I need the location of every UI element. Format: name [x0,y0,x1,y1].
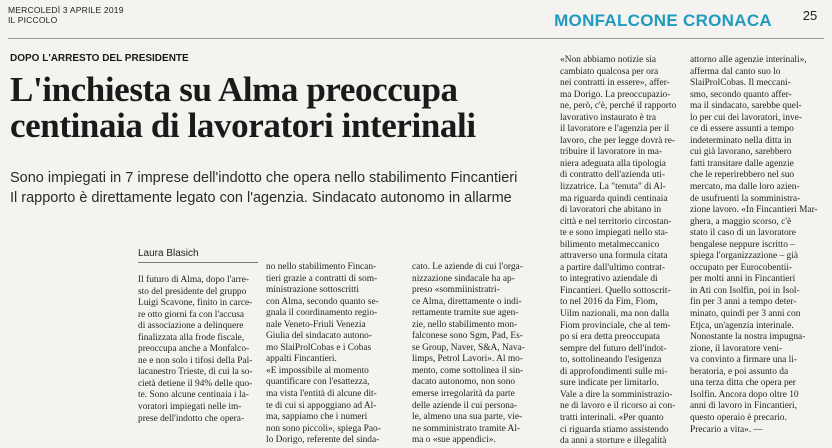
article-headline [10,72,550,144]
text-line: Fiom provinciale, che al tem- [560,320,671,331]
text-line: lavoro, che per legge dovrà re- [560,135,676,146]
text-column-2 [266,262,398,447]
text-line: falconese sono Sgm, Pad, Es- [412,331,523,342]
text-line: ma, sappiamo che i numeri [266,412,368,423]
text-line: ma vista l'entità di alcune dit- [266,389,377,400]
page-number: 25 [802,8,818,23]
text-line: fatti transitare dalle agenzie [690,158,794,169]
text-line: lo per cui dei lavoratori, inve- [690,112,802,123]
text-line: beratoria, e poi assunto da [690,366,789,377]
text-line: città e nel territorio circostan- [560,216,672,227]
text-column-5 [690,55,824,436]
text-line: lavorativo instaurato è tra [560,112,657,123]
text-line: sempre del futuro dell'indot- [560,343,667,354]
text-line: ma il sindacato, sarebbe quel- [690,101,802,112]
author-byline: Laura Blasich [138,248,199,259]
text-line: ne di lavoro e il ricorso ai con- [560,401,676,412]
text-line: to integrativo aziendale di [560,274,658,285]
text-line: Uilm nazionali, ma non dalla [560,309,670,320]
headline-line: L'inchiesta su Alma preoccupa [10,70,458,109]
text-column-1 [138,275,260,425]
text-line: attorno alle agenzie interinali», [690,55,807,65]
text-line: nizzazione sindacale ha ap- [412,273,515,284]
byline-divider [138,262,258,263]
text-line: sto del presidente del gruppo [138,286,247,297]
text-line: indeterminato nella ditta in [690,135,792,146]
text-line: ma Dorigo. La preoccupazio- [560,89,671,100]
text-line: finalizzata alla frode fiscale, [138,332,245,343]
text-line: di associazione a delinquere [138,321,244,332]
text-line: ne somministrato tramite Al- [412,423,521,434]
text-line: Nonostante la nostra impugna- [690,332,806,343]
text-line: appalti Fincantieri. [266,354,337,365]
text-line: se Group, Naver, S&A, Nava- [412,342,525,353]
text-line: emerse irregolarità da parte [412,389,515,400]
text-line: cato. Le aziende di cui l'orga- [412,262,523,272]
section-title: MONFALCONE CRONACA [554,11,772,30]
text-line: tribuire il lavoratore in ma- [560,147,663,158]
text-line: anni di lavoro in Fincantieri, [690,401,798,412]
subheading-line: Sono impiegati in 7 imprese dell'indotto che opera nello stabilimento Fincantieri [10,170,518,186]
text-line: to nel 2016 da Fim, Fiom, [560,297,658,308]
text-line: smo, secondo quanto affer- [690,89,792,100]
text-line: Isolfin. Ancora dopo oltre 10 [690,389,799,400]
text-line: de usufruenti la somministra- [690,193,801,204]
text-line: minato, quindi per 3 anni con [690,309,801,320]
text-line: te e sono impiegati nello sta- [560,228,669,239]
text-line: dacato autonomo, non sono [412,377,516,388]
text-line: bilimento metalmeccanico [560,239,660,250]
text-line: cambiato qualcosa per ora [560,66,659,77]
text-line: prese dell'indotto che opera- [138,413,245,424]
text-line: po si era detta preoccupata [560,332,660,343]
text-line: spiega l'organizzazione – già [690,251,798,262]
text-line: cietà detiene il 94% delle quo- [138,378,253,389]
text-line: da anni a storture e illegalità [560,436,667,447]
text-line: zione lavoro. «In Fincantieri Mar- [690,205,818,216]
issue-date: MERCOLEDÌ 3 APRILE 2019 [8,5,124,15]
text-line: no nello stabilimento Fincan- [266,262,377,272]
text-line: per molti anni in Fincantieri [690,274,796,285]
text-line: ce Alma, direttamente o indi- [412,296,522,307]
text-line: le, almeno una sua parte, vie- [412,412,523,423]
text-line: mo SlaiProlCobas e i Cobas [266,342,372,353]
text-line: Giulia del sindacato autono- [266,331,372,342]
text-line: Etjca, un'agenzia interinale. [690,320,794,331]
text-line: ministrazione sottoscritti [266,285,359,296]
text-line: cui già lavorano, sarebbero [690,147,792,158]
text-line: afferma dal canto suo lo [690,66,781,77]
text-line: nale Veneto-Friuli Venezia [266,319,366,330]
text-line: re otto giorni fa con l'accusa [138,309,245,320]
text-line: di approfondimenti sulle mi- [560,366,668,377]
text-line: in Ati con Isolfin, poi in Isol- [690,285,800,296]
text-line: questo operaio è precario. [690,412,787,423]
headline-line: centinaia di lavoratori interinali [10,106,476,145]
text-line: Precario a vita». — [690,424,763,435]
text-line: ghera, a maggio scorso, c'è [690,216,792,227]
text-line: mento, come sottolinea il sin- [412,365,524,376]
text-line: ne, però, c'è, perché il rapporto [560,101,677,112]
text-line: Vale a dire la somministrazio- [560,389,673,400]
text-line: preso «sommiinistratri- [412,285,500,296]
text-line: fin per 3 anni a tempo deter- [690,297,797,308]
text-line: tieri grazie a contratti di som- [266,273,378,284]
text-line: voratori impiegati nelle im- [138,402,242,413]
text-line: ce di essere assunti a tempo [690,124,794,135]
text-line: delle aziende il cui persona- [412,400,518,411]
text-line: va convinto a firmare una li- [690,355,797,366]
text-line: a partire dall'ultimo contrat- [560,262,666,273]
text-line: te. Sono alcune centinaia i la- [138,390,249,401]
text-line: SlaiProlCobas. Il meccani- [690,78,791,89]
text-line: di lavoratori che abitano in [560,205,662,216]
text-line: occupato per Eurocobentii- [690,262,793,273]
text-line: limps, Petrol Lavori». Al mo- [412,354,523,365]
text-line: ci riguarda stiamo assistendo [560,424,669,435]
text-line: che le reperirebbero nel suo [690,170,795,181]
text-line: non sono piccoli», spiega Pao- [266,423,381,434]
text-column-3 [412,262,547,447]
text-line: una terza ditta che opera per [690,378,796,389]
text-line: nei contratti in essere», affer- [560,78,670,89]
text-line: lacanestro Trieste, di cui la so- [138,367,253,378]
masthead-info [8,5,124,25]
text-line: quantificare con l'esattezza, [266,377,370,388]
text-line: to, sottolineando l'esigenza [560,355,662,366]
text-line: tratti interinali. «Per quanto [560,412,664,423]
text-line: niera adeguata alla tipologia [560,158,666,169]
text-line: di contratto dell'azienda uti- [560,170,666,181]
text-line: lo Dorigo, referente del sinda- [266,435,380,446]
text-line: sure indicate per limitarlo. [560,378,659,389]
text-line: attraverso una formula citata [560,251,668,262]
article-kicker: DOPO L'ARRESTO DEL PRESIDENTE [10,53,189,64]
text-line: con Alma, secondo quanto se- [266,296,379,307]
text-line: «È impossibile al momento [266,365,369,376]
article-subheading [10,168,550,208]
text-line: zie, nello stabilimento mon- [412,319,518,330]
subheading-line: Il rapporto è direttamente legato con l'agenzia. Sindacato autonomo in allarme [10,190,512,206]
text-line: «Non abbiamo notizie sia [560,55,657,65]
text-line: Fincantieri. Quello sottoscrit- [560,285,671,296]
text-line: zione, il lavoratore veni- [690,343,783,354]
text-line: stato il caso di un lavoratore [690,228,796,239]
text-line: il lavoratore e l'agenzia per il [560,124,670,135]
text-line: lizzatrice. La "tenuta" di Al- [560,182,666,193]
text-column-4 [560,55,685,448]
text-line: ne e non solo i tifosi della Pal- [138,355,253,366]
text-line: te di cui si appoggiano ad Al- [266,400,377,411]
newspaper-name: IL PICCOLO [8,15,58,25]
header-divider [8,38,824,39]
text-line: Luigi Scavone, finito in carce- [138,298,253,309]
text-line: bengalese neppure iscritto – [690,239,795,250]
text-line: ma riguarda quindi centinaia [560,193,668,204]
text-line: rettamente tramite sue agen- [412,308,519,319]
text-line: mercato, ma dalle loro azien- [690,182,800,193]
text-line: ma o «sue appendici». [412,435,496,446]
text-line: gnala il coordinamento regio- [266,308,378,319]
text-line: preoccupa anche a Monfalco- [138,344,250,355]
text-line: Il futuro di Alma, dopo l'arre- [138,275,250,285]
